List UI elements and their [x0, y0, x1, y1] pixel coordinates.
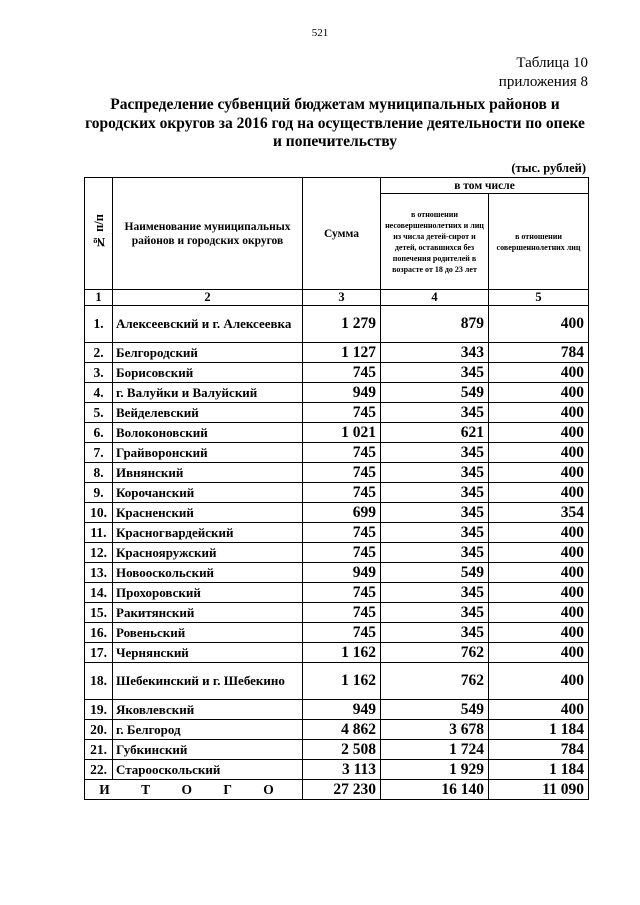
district-name: Прохоровский [113, 583, 303, 603]
row-number: 17. [85, 643, 113, 663]
total-sum-value: 27 230 [303, 780, 381, 800]
adults-value: 400 [489, 383, 589, 403]
table-row [85, 700, 589, 720]
district-name: Борисовский [113, 363, 303, 383]
row-number: 9. [85, 483, 113, 503]
table-row [85, 523, 589, 543]
minors-value: 343 [381, 343, 489, 363]
sum-value: 1 162 [303, 643, 381, 663]
subsidy-table [84, 177, 589, 800]
row-number: 11. [85, 523, 113, 543]
units-label: (тыс. рублей) [511, 161, 586, 175]
table-row [85, 720, 589, 740]
sum-value: 745 [303, 363, 381, 383]
sum-value: 745 [303, 463, 381, 483]
sum-value: 745 [303, 603, 381, 623]
table-row [85, 423, 589, 443]
row-number: 19. [85, 700, 113, 720]
page-number: 521 [311, 27, 329, 39]
minors-value: 762 [381, 663, 489, 700]
minors-value: 879 [381, 306, 489, 343]
table-row [85, 483, 589, 503]
sum-value: 745 [303, 583, 381, 603]
table-row [85, 343, 589, 363]
minors-value: 1 929 [381, 760, 489, 780]
district-name: Ровеньский [113, 623, 303, 643]
district-name: Алексеевский и г. Алексеевка [113, 306, 303, 343]
header-minors: в отношении несовершеннолетних и лиц из числа детей-сирот и детей, оставшихся без попечения родителей в возрасте от 18 до 23 лет [381, 194, 489, 290]
table-row [85, 760, 589, 780]
column-number: 5 [489, 290, 589, 306]
table-row [85, 583, 589, 603]
minors-value: 345 [381, 403, 489, 423]
sum-value: 745 [303, 483, 381, 503]
adults-value: 400 [489, 423, 589, 443]
row-number: 5. [85, 403, 113, 423]
adults-value: 400 [489, 603, 589, 623]
district-name: Ивнянский [113, 463, 303, 483]
district-name: Красногвардейский [113, 523, 303, 543]
table-row [85, 503, 589, 523]
table-row [85, 563, 589, 583]
column-number: 1 [85, 290, 113, 306]
row-number: 22. [85, 760, 113, 780]
row-number: 7. [85, 443, 113, 463]
minors-value: 345 [381, 463, 489, 483]
sum-value: 949 [303, 700, 381, 720]
document-title: Распределение субвенций бюджетам муниципальных районов и городских округов за 2016 год на осуществление деятельности по опеке и попечительству [85, 96, 585, 150]
district-name: Вейделевский [113, 403, 303, 423]
adults-value: 400 [489, 543, 589, 563]
total-adults-value: 11 090 [489, 780, 589, 800]
minors-value: 621 [381, 423, 489, 443]
sum-value: 949 [303, 383, 381, 403]
total-row [85, 780, 589, 800]
table-row [85, 603, 589, 623]
header-num-text: № п/п [91, 213, 106, 249]
sum-value: 1 127 [303, 343, 381, 363]
district-name: Красненский [113, 503, 303, 523]
district-name: Губкинский [113, 740, 303, 760]
column-number: 4 [381, 290, 489, 306]
row-number: 6. [85, 423, 113, 443]
row-number: 4. [85, 383, 113, 403]
table-row [85, 663, 589, 700]
district-name: Старооскольский [113, 760, 303, 780]
sum-value: 1 021 [303, 423, 381, 443]
table-row [85, 403, 589, 423]
adults-value: 400 [489, 483, 589, 503]
table-row [85, 543, 589, 563]
minors-value: 1 724 [381, 740, 489, 760]
adults-value: 400 [489, 306, 589, 343]
district-name: Ракитянский [113, 603, 303, 623]
row-number: 15. [85, 603, 113, 623]
row-number: 10. [85, 503, 113, 523]
table-row [85, 363, 589, 383]
adults-value: 1 184 [489, 760, 589, 780]
adults-value: 400 [489, 700, 589, 720]
table-reference: Таблица 10 [516, 55, 588, 71]
minors-value: 345 [381, 483, 489, 503]
sum-value: 745 [303, 443, 381, 463]
minors-value: 345 [381, 603, 489, 623]
adults-value: 400 [489, 663, 589, 700]
table-row [85, 463, 589, 483]
district-name: Шебекинский и г. Шебекино [113, 663, 303, 700]
district-name: г. Белгород [113, 720, 303, 740]
row-number: 13. [85, 563, 113, 583]
total-minors-value: 16 140 [381, 780, 489, 800]
sum-value: 4 862 [303, 720, 381, 740]
adults-value: 400 [489, 403, 589, 423]
adults-value: 400 [489, 623, 589, 643]
total-label: И Т О Г О [85, 780, 303, 800]
district-name: Чернянский [113, 643, 303, 663]
row-number: 1. [85, 306, 113, 343]
district-name: Грайворонский [113, 443, 303, 463]
district-name: Краснояружский [113, 543, 303, 563]
district-name: Корочанский [113, 483, 303, 503]
adults-value: 400 [489, 563, 589, 583]
sum-value: 745 [303, 523, 381, 543]
minors-value: 345 [381, 443, 489, 463]
row-number: 20. [85, 720, 113, 740]
table-row [85, 306, 589, 343]
row-number: 14. [85, 583, 113, 603]
column-numbers-row [85, 290, 589, 306]
header-including: в том числе [381, 178, 589, 194]
column-number: 2 [113, 290, 303, 306]
row-number: 3. [85, 363, 113, 383]
header-name: Наименование муниципальных районов и городских округов [113, 178, 303, 290]
sum-value: 949 [303, 563, 381, 583]
sum-value: 1 162 [303, 663, 381, 700]
column-number: 3 [303, 290, 381, 306]
adults-value: 400 [489, 643, 589, 663]
row-number: 8. [85, 463, 113, 483]
district-name: г. Валуйки и Валуйский [113, 383, 303, 403]
minors-value: 345 [381, 543, 489, 563]
table-row [85, 643, 589, 663]
row-number: 12. [85, 543, 113, 563]
table-row [85, 623, 589, 643]
adults-value: 400 [489, 363, 589, 383]
minors-value: 345 [381, 523, 489, 543]
minors-value: 3 678 [381, 720, 489, 740]
adults-value: 400 [489, 463, 589, 483]
adults-value: 784 [489, 343, 589, 363]
sum-value: 3 113 [303, 760, 381, 780]
adults-value: 354 [489, 503, 589, 523]
sum-value: 2 508 [303, 740, 381, 760]
district-name: Волоконовский [113, 423, 303, 443]
row-number: 16. [85, 623, 113, 643]
minors-value: 345 [381, 503, 489, 523]
minors-value: 549 [381, 563, 489, 583]
adults-value: 784 [489, 740, 589, 760]
district-name: Яковлевский [113, 700, 303, 720]
row-number: 18. [85, 663, 113, 700]
adults-value: 400 [489, 583, 589, 603]
sum-value: 1 279 [303, 306, 381, 343]
table-row [85, 740, 589, 760]
header-adults: в отношении совершеннолетних лиц [489, 194, 589, 290]
minors-value: 549 [381, 383, 489, 403]
adults-value: 1 184 [489, 720, 589, 740]
header-sum: Сумма [303, 178, 381, 290]
adults-value: 400 [489, 523, 589, 543]
minors-value: 345 [381, 363, 489, 383]
minors-value: 549 [381, 700, 489, 720]
row-number: 2. [85, 343, 113, 363]
sum-value: 745 [303, 403, 381, 423]
sum-value: 745 [303, 543, 381, 563]
minors-value: 345 [381, 583, 489, 603]
sum-value: 745 [303, 623, 381, 643]
appendix-reference: приложения 8 [498, 74, 588, 90]
minors-value: 762 [381, 643, 489, 663]
table-row [85, 443, 589, 463]
adults-value: 400 [489, 443, 589, 463]
minors-value: 345 [381, 623, 489, 643]
row-number: 21. [85, 740, 113, 760]
table-row [85, 383, 589, 403]
district-name: Новооскольский [113, 563, 303, 583]
header-num [85, 178, 113, 290]
district-name: Белгородский [113, 343, 303, 363]
sum-value: 699 [303, 503, 381, 523]
